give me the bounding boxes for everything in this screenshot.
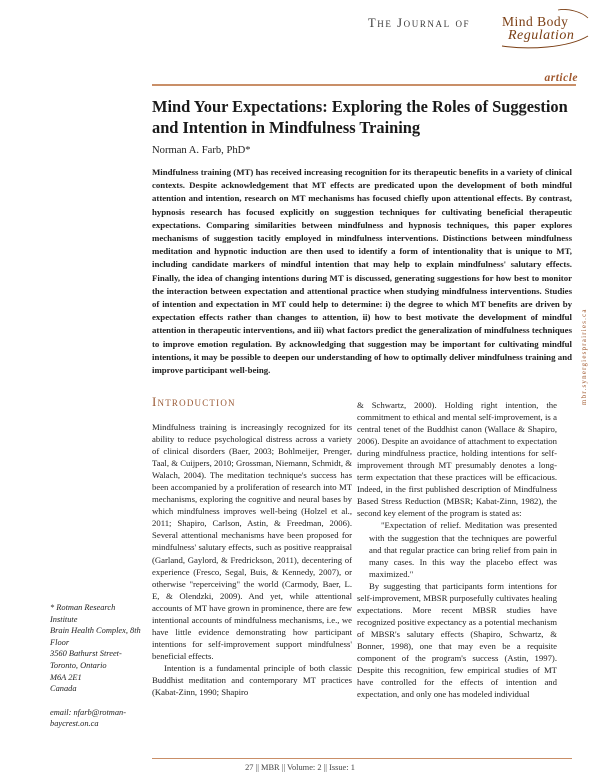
body-column-left — [152, 421, 352, 698]
side-url-link[interactable]: mbr.synergiesprairies.ca — [580, 308, 588, 405]
section-heading-introduction: Introduction — [152, 394, 236, 409]
affiliation-line: Canada — [50, 684, 77, 694]
logo-line-2: Regulation — [508, 28, 575, 43]
page-footer: 27 || MBR || Volume: 2 || Issue: 1 — [245, 763, 355, 772]
affiliation-line: M6A 2E1 — [50, 672, 82, 682]
affiliation-line: * Rotman Research Institute — [50, 603, 116, 624]
paragraph: By suggesting that participants form intentions for self-improvement, MBSR purposefully cultivates healing expectations. More recent MBSR studies have recognized positive expectancy as a potential mechanism of MBSR's salutary effects (Shapiro, Schwartz, & Bonner, 1998), one that may even be a requisite component of the program's success (Astin, 1997). Despite this recognition, few empirical studies of MT have controlled for the effects of intention and expectation, and only one has modeled individual — [357, 580, 557, 700]
logo-line-1: Mind Body — [502, 14, 569, 29]
block-quote: "Expectation of relief. Meditation was presented with the suggestion that the techniques are powerful and that regular practice can bring relief from pain in many cases. In this way the placebo effect was maximized." — [369, 520, 557, 579]
article-type-label: article — [544, 72, 578, 84]
author-email-link[interactable]: email: nfarb@rotman-baycrest.on.ca — [50, 707, 127, 729]
paragraph: Mindfulness training is increasingly recognized for its ability to reduce psychological distress across a variety of clinical disorders (Baer, 2003; Bohlmeijer, Prenger, Taal, & Cuijpers, 2010; Grossman, Niemann, Schmidt, & Walach, 2004). The meditation technique's success has been accompanied by a proliferation of research into MT mechanisms, exploring the cognitive and neural bases by which mindfulness improves well-being (Holzel et al., 2011; Shapiro, Carlson, Astin, & Freedman, 2006). Several attentional mechanisms have been proposed for mindfulness' salutary effects, such as positive reappraisal (Garland, Gaylord, & Fredrickson, 2011), decentering of experience (Fresco, Segal, Buis, & Kennedy, 2007), or otherwise "reperceiving" the world (Carmody, Baer, L. E, & Olendzki, 2009). And yet, while attentional accounts of MT have grown in prominence, there are few intentional accounts of mindfulness mechanisms, i.e., we have little evidence demonstrating how participant intentions for self-improvement support mindfulness' beneficial effects. — [152, 422, 352, 661]
author-affiliation — [50, 602, 142, 730]
abstract: Mindfulness training (MT) has received increasing recognition for its therapeutic benefits in a variety of clinical contexts. Despite acknowledgement that MT effects are predicated upon the development of both mindful attention and intention, research on MT mechanisms has focused chiefly upon attentional effects. By contrast, hypnosis research has focused explicitly on suggestion techniques for cultivating beneficial therapeutic expectations. Comparing similarities between mindfulness and hypnosis techniques, this paper explores mechanisms of suggestion tacitly employed in mindfulness interventions. Distinctions between mindfulness meditation and hypnotic induction are then used to identify a form of intentionality that is unique to MT, including candidate markers of mindful intention that may help to explain mindfulness' salutary effects. Finally, the idea of changing intentions during MT is discussed, generating suggestions for how best to monitor the interaction between expectation and attentional practice when studying mindfulness interventions. Studies of intention and expectation in MT could help to determine: i) the degree to which MT benefits are driven by expectation effects rather than changes to attention, ii) how to best motivate the development of mindful attention in therapeutic interventions, and iii) what factors predict the generalization of mindfulness techniques to improve emotion regulation. By acknowledging that suggestion may be important for cultivating mindful intentions, it may be possible to deepen our understanding of how to optimally deliver mindfulness training and improve participant well-being. — [152, 167, 572, 376]
footer-rule — [152, 758, 572, 759]
header-rule — [152, 84, 576, 86]
paragraph: & Schwartz, 2000). Holding right intention, the commitment to ethical and mental self-improvement, is a central tenet of the Buddhist canon (Wallace & Shapiro, 2006). Despite an avoidance of attachment to expectation during mindfulness practice, holding intentions for self-improvement through MT presumably denotes a long-term expectation that these practices will be efficacious. Indeed, in the first published description of Mindfulness Based Stress Reduction (MBSR; Kabat-Zinn, 1982), the second key element of the program is stated as: — [357, 400, 557, 519]
paragraph: Intention is a fundamental principle of both classic Buddhist meditation and contemporary MT practices (Kabat-Zinn, 1990; Shapiro — [152, 662, 352, 698]
body-column-right — [357, 399, 557, 700]
article-title: Mind Your Expectations: Exploring the Roles of Suggestion and Intention in Mindfulness Training — [152, 97, 568, 137]
affiliation-line: Brain Health Complex, 8th Floor — [50, 626, 141, 647]
journal-title: The Journal of — [368, 16, 471, 30]
affiliation-line: 3560 Bathurst Street-Toronto, Ontario — [50, 649, 122, 670]
article-author: Norman A. Farb, PhD* — [152, 145, 251, 156]
journal-logo — [498, 6, 590, 50]
